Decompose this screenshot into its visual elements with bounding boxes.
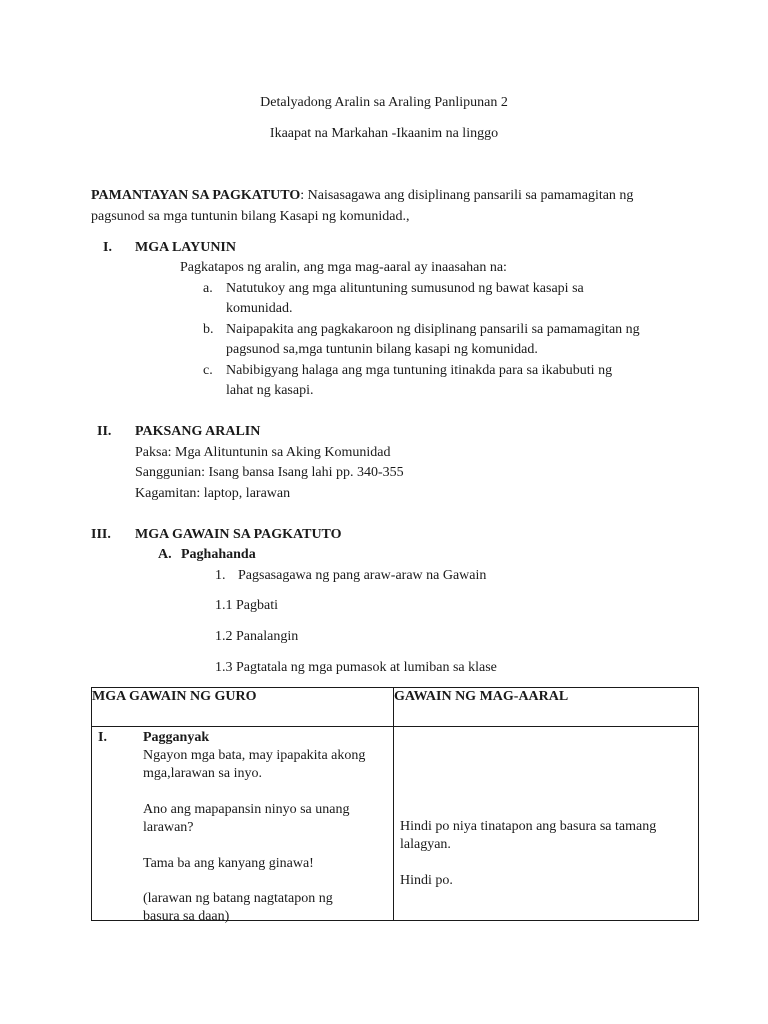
section-numeral-3: III. xyxy=(91,527,111,542)
topic-sanggunian: Sanggunian: Isang bansa Isang lahi pp. 340-355 xyxy=(135,465,404,480)
objectives-intro: Pagkatapos ng aralin, ang mga mag-aaral ay inaasahan na: xyxy=(180,260,507,275)
activity-item-1: Pagsasagawa ng pang araw-araw na Gawain xyxy=(238,568,487,583)
header-student-activities: GAWAIN NG MAG-AARAL xyxy=(394,688,699,727)
section-numeral-2: II. xyxy=(97,424,112,439)
topic-paksa: Paksa: Mga Alituntunin sa Aking Komunidad xyxy=(135,445,391,460)
section-heading-activities: MGA GAWAIN SA PAGKATUTO xyxy=(135,527,342,542)
student-cell xyxy=(394,727,699,921)
student-answer-1-line1: Hindi po niya tinatapon ang basura sa tamang xyxy=(400,819,657,834)
objective-b-line1: Naipapakita ang pagkakaroon ng disiplinang pansarili sa pamamagitan ng xyxy=(226,322,640,337)
subsection-letter-a: A. xyxy=(158,547,172,562)
objective-b-line2: pagsunod sa,mga tuntunin bilang kasapi ng komunidad. xyxy=(226,342,538,357)
section-heading-objectives: MGA LAYUNIN xyxy=(135,240,236,255)
objective-letter-c: c. xyxy=(203,363,213,378)
section-numeral-1: I. xyxy=(103,240,112,255)
teacher-note-line2: basura sa daan) xyxy=(143,909,230,924)
subsection-heading-preparation: Paghahanda xyxy=(181,547,256,562)
objective-c-line1: Nabibigyang halaga ang mga tuntuning itinakda para sa ikabubuti ng xyxy=(226,363,613,378)
learning-standard-text-cont: pagsunod sa mga tuntunin bilang Kasapi ng komunidad., xyxy=(91,209,410,224)
document-subtitle: Ikaapat na Markahan -Ikaanim na linggo xyxy=(269,126,499,141)
activity-item-number-1: 1. xyxy=(215,568,226,583)
teacher-prompt-3: Tama ba ang kanyang ginawa! xyxy=(143,856,314,871)
table-header-row xyxy=(92,688,699,727)
activity-item-1-1: 1.1 Pagbati xyxy=(215,598,278,613)
student-answer-2: Hindi po. xyxy=(400,873,453,888)
activity-item-1-2: 1.2 Panalangin xyxy=(215,629,299,644)
objective-letter-b: b. xyxy=(203,322,214,337)
teacher-note-line1: (larawan ng batang nagtatapon ng xyxy=(143,891,333,906)
header-teacher-activities: MGA GAWAIN NG GURO xyxy=(92,688,394,727)
student-answer-1-line2: lalagyan. xyxy=(400,837,451,852)
objective-c-line2: lahat ng kasapi. xyxy=(226,383,314,398)
topic-kagamitan: Kagamitan: laptop, larawan xyxy=(135,486,291,501)
objective-a-line2: komunidad. xyxy=(226,301,293,316)
document-title: Detalyadong Aralin sa Araling Panlipunan 2 xyxy=(260,95,508,110)
activity-item-1-3: 1.3 Pagtatala ng mga pumasok at lumiban sa klase xyxy=(215,660,497,675)
teacher-cell xyxy=(92,727,394,924)
teacher-prompt-1-line2: mga,larawan sa inyo. xyxy=(143,766,262,781)
section-heading-topic: PAKSANG ARALIN xyxy=(135,424,261,439)
objective-letter-a: a. xyxy=(203,281,213,296)
learning-standard-text: : Naisasagawa ang disiplinang pansarili sa pamamagitan ng xyxy=(300,188,634,203)
lesson-table xyxy=(91,687,699,924)
motivation-heading: Pagganyak xyxy=(143,730,210,745)
learning-standard xyxy=(91,186,633,206)
teacher-prompt-1-line1: Ngayon mga bata, may ipapakita akong xyxy=(143,748,366,763)
table-row xyxy=(92,727,699,921)
objective-a-line1: Natutukoy ang mga alituntuning sumusunod ng bawat kasapi sa xyxy=(226,281,584,296)
teacher-prompt-2-line1: Ano ang mapapansin ninyo sa unang xyxy=(143,802,350,817)
learning-standard-label: PAMANTAYAN SA PAGKATUTO xyxy=(91,188,301,203)
motivation-numeral: I. xyxy=(98,730,107,745)
teacher-prompt-2-line2: larawan? xyxy=(143,820,194,835)
